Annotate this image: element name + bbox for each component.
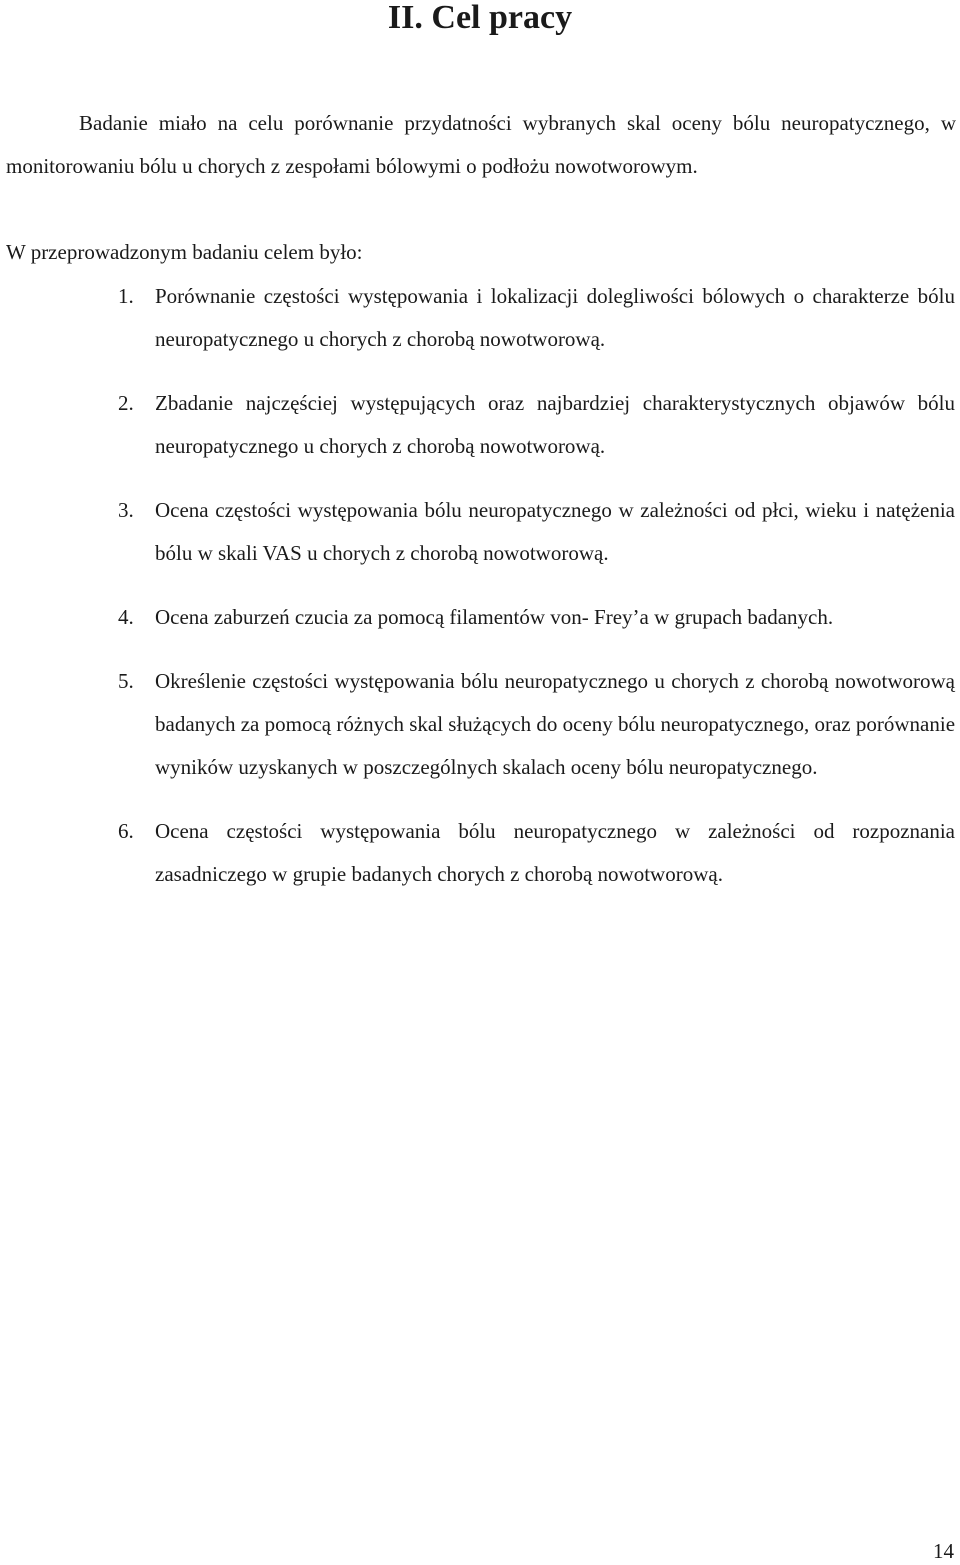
intro-text: Badanie miało na celu porównanie przydatności wybranych skal oceny bólu neuropatycznego, w monitorowaniu bólu u chorych z zespołami bólowymi o podłożu nowotworowym. (6, 111, 956, 178)
goal-text: Ocena zaburzeń czucia za pomocą filamentów von- Frey’a w grupach badanych. (155, 605, 834, 629)
goal-text: Ocena częstości występowania bólu neuropatycznego w zależności od rozpoznania zasadniczego w grupie badanych chorych z chorobą nowotworową. (155, 819, 955, 886)
goal-number: 1. (118, 284, 134, 308)
goal-number: 3. (118, 498, 134, 522)
goals-lead: W przeprowadzonym badaniu celem było: (6, 240, 363, 264)
page-title: II. Cel pracy (387, 0, 573, 36)
goal-item-4 (0, 596, 955, 639)
goal-item-6 (0, 810, 955, 896)
goal-number: 4. (118, 605, 134, 629)
intro-paragraph (6, 102, 956, 188)
goal-text: Zbadanie najczęściej występujących oraz najbardziej charakterystycznych objawów bólu neuropatycznego u chorych z chorobą nowotworową. (155, 391, 955, 458)
goal-text: Ocena częstości występowania bólu neuropatycznego w zależności od płci, wieku i natężenia bólu w skali VAS u chorych z chorobą nowotworową. (155, 498, 955, 565)
goal-item-2 (0, 382, 955, 468)
goal-text: Określenie częstości występowania bólu neuropatycznego u chorych z chorobą nowotworową badanych za pomocą różnych skal służących do oceny bólu neuropatycznego, oraz porównanie wyników uzyskanych w poszczególnych skalach oceny bólu neuropatycznego. (155, 669, 956, 779)
goal-item-5 (0, 660, 955, 789)
goal-item-3 (0, 489, 955, 575)
page-number: 14 (933, 1539, 954, 1563)
goal-number: 2. (118, 391, 134, 415)
goal-text: Porównanie częstości występowania i lokalizacji dolegliwości bólowych o charakterze bólu neuropatycznego u chorych z chorobą nowotworową. (155, 284, 955, 351)
goals-list (0, 275, 960, 917)
goal-item-1 (0, 275, 955, 361)
goal-number: 6. (118, 819, 134, 843)
goal-number: 5. (118, 669, 134, 693)
